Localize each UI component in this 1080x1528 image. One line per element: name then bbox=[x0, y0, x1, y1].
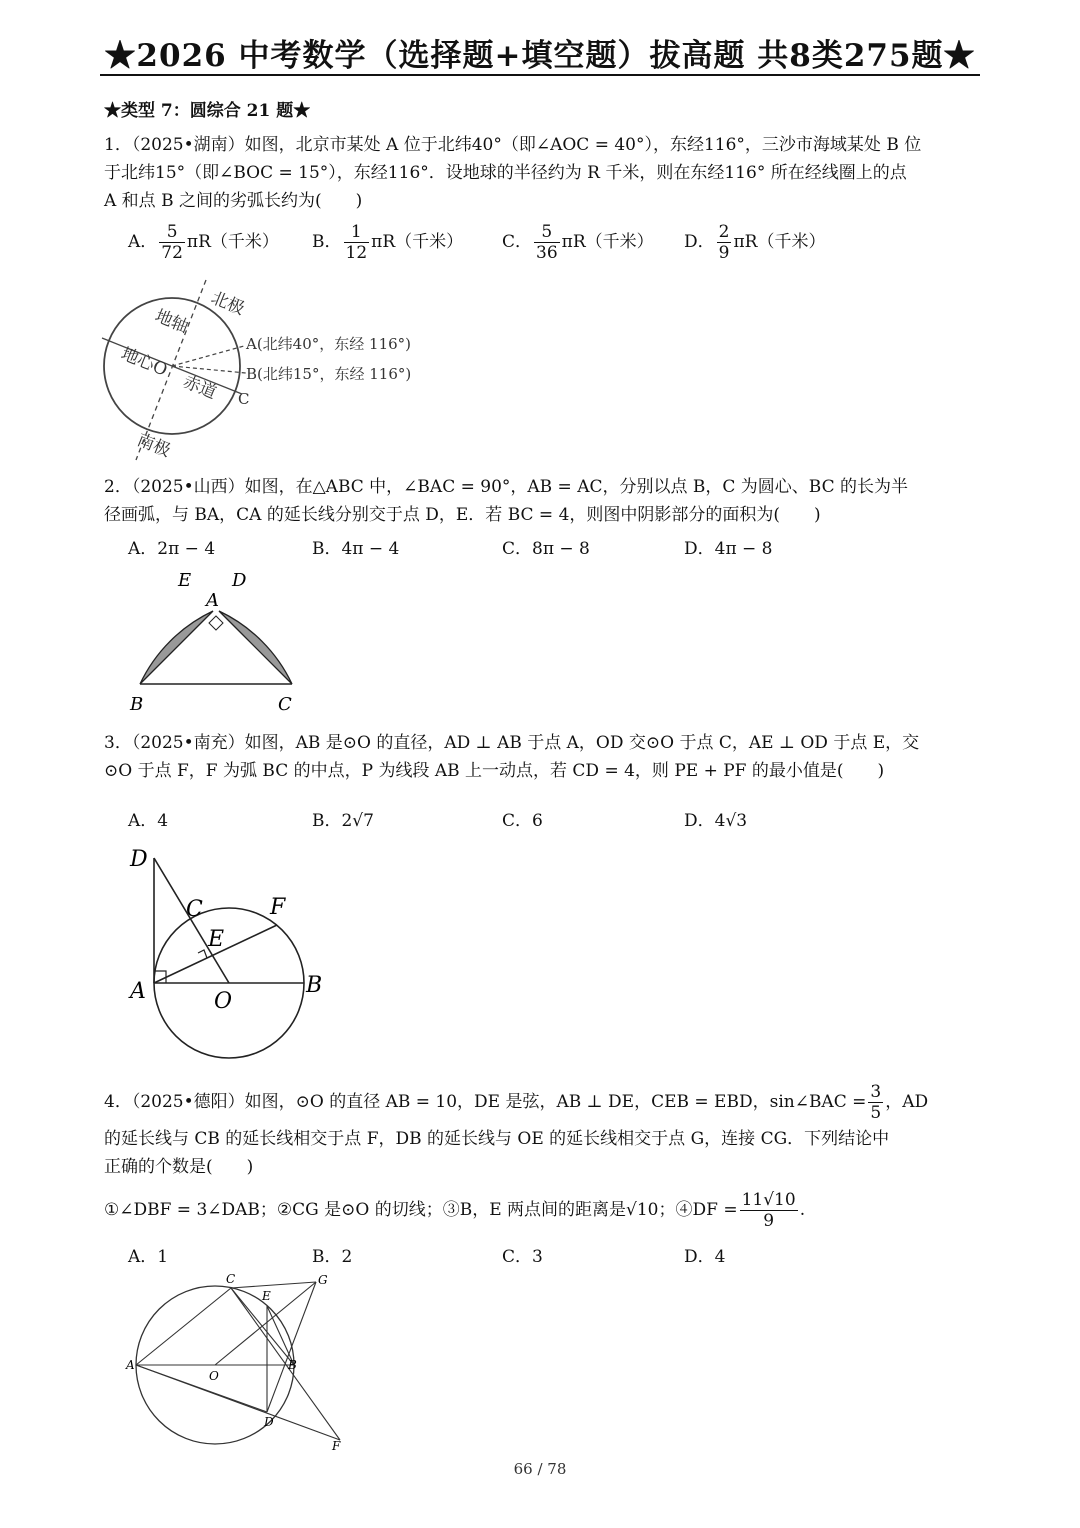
q4-label-e: E bbox=[262, 1289, 271, 1303]
q2-label-c: C bbox=[278, 694, 292, 715]
q1-option-b[interactable] bbox=[312, 222, 463, 263]
q1-label-center: 地心O bbox=[118, 344, 171, 381]
q1-option-d-den: 9 bbox=[718, 243, 730, 263]
q3-line-2: ⊙O 于点 F，F 为弧 BC 的中点，P 为线段 AB 上一动点，若 CD = 4，则 PE + PF 的最小值是( ) bbox=[104, 761, 885, 781]
q3-label-b: B bbox=[306, 973, 323, 998]
q3-label-c: C bbox=[186, 897, 203, 922]
q4-sin-den: 5 bbox=[870, 1103, 882, 1123]
q4-circle-figure bbox=[120, 1270, 360, 1458]
title-divider bbox=[100, 74, 980, 76]
page-number: 66 / 78 bbox=[513, 1460, 567, 1478]
q1-option-d-tail: πR（千米） bbox=[733, 232, 826, 252]
q1-option-b-tail: πR（千米） bbox=[371, 232, 464, 252]
q4-label-c: C bbox=[226, 1272, 236, 1286]
q1-globe-figure bbox=[100, 276, 440, 468]
q1-line-2: 于北纬15°（即∠BOC = 15°），东经116°．设地球的半径约为 R 千米，则在东经116° 所在经线圈上的点 bbox=[104, 163, 907, 183]
q4-conditions-text: ①∠DBF = 3∠DAB；②CG 是⊙O 的切线；③B，E 两点间的距离是√10；④DF = bbox=[104, 1200, 738, 1220]
q4-option-a[interactable]: A．1 bbox=[128, 1247, 169, 1267]
q2-triangle-figure bbox=[120, 566, 310, 716]
section-title: ★类型 7：圆综合 21 题★ bbox=[104, 101, 311, 121]
q3-label-a: A bbox=[130, 979, 146, 1004]
q3-option-d[interactable]: D．4√3 bbox=[684, 811, 748, 831]
q1-label-equator: 赤道 bbox=[180, 372, 220, 404]
q1-option-c-letter: C． bbox=[502, 232, 533, 252]
q4-label-d: D bbox=[264, 1415, 274, 1429]
q4-df-num: 11√10 bbox=[741, 1190, 796, 1210]
q4-line-2: 的延长线与 CB 的延长线相交于点 F，DB 的延长线与 OE 的延长线相交于点 G，连接 CG．下列结论中 bbox=[104, 1129, 890, 1149]
q3-label-o: O bbox=[214, 989, 233, 1014]
q1-option-c-den: 36 bbox=[536, 243, 558, 263]
q3-label-f: F bbox=[270, 895, 286, 920]
q4-line-1-tail: ，AD bbox=[885, 1092, 929, 1112]
q4-line-3: 正确的个数是( ) bbox=[104, 1157, 254, 1177]
q1-option-d[interactable] bbox=[684, 222, 825, 263]
q4-label-a: A bbox=[126, 1358, 135, 1372]
q4-option-b[interactable]: B．2 bbox=[312, 1247, 353, 1267]
q3-circle-figure bbox=[120, 840, 340, 1060]
q1-line-3: A 和点 B 之间的劣弧长约为( ) bbox=[104, 191, 363, 211]
q4-label-g: G bbox=[318, 1273, 328, 1287]
q1-option-b-num: 1 bbox=[344, 222, 370, 243]
q1-option-c-tail: πR（千米） bbox=[561, 232, 654, 252]
q1-label-b: B(北纬15°，东经 116°) bbox=[246, 365, 412, 383]
q2-option-d[interactable]: D．4π − 8 bbox=[684, 539, 773, 559]
q1-option-c-num: 5 bbox=[534, 222, 560, 243]
q1-option-d-letter: D． bbox=[684, 232, 715, 252]
q4-line-1 bbox=[104, 1082, 928, 1123]
q3-option-b[interactable]: B．2√7 bbox=[312, 811, 374, 831]
q4-option-c[interactable]: C．3 bbox=[502, 1247, 543, 1267]
q4-line-1-text: 4．（2025•德阳）如图，⊙O 的直径 AB = 10，DE 是弦，AB ⊥ DE，CEB = EBD，sin∠BAC = bbox=[104, 1092, 867, 1112]
q1-option-a-letter: A． bbox=[128, 232, 158, 252]
q1-option-a-num: 5 bbox=[159, 222, 185, 243]
q1-option-b-den: 12 bbox=[345, 243, 368, 263]
q3-label-d: D bbox=[130, 847, 148, 872]
q4-label-o: O bbox=[209, 1369, 219, 1383]
q1-label-south: 南极 bbox=[134, 430, 174, 462]
page-title: ★2026 中考数学（选择题+填空题）拔高题 共8类275题★ bbox=[104, 38, 976, 74]
q4-label-f: F bbox=[332, 1439, 341, 1453]
q4-label-b: B bbox=[288, 1358, 297, 1372]
q4-sin-num: 3 bbox=[870, 1082, 882, 1102]
q1-option-b-letter: B． bbox=[312, 232, 342, 252]
q4-option-d[interactable]: D．4 bbox=[684, 1247, 726, 1267]
q3-label-e: E bbox=[208, 927, 225, 952]
q3-line-1: 3．（2025•南充）如图，AB 是⊙O 的直径，AD ⊥ AB 于点 A，OD 交⊙O 于点 C，AE ⊥ OD 于点 E，交 bbox=[104, 733, 920, 753]
q4-df-den: 9 bbox=[763, 1211, 775, 1231]
q2-option-b[interactable]: B．4π − 4 bbox=[312, 539, 400, 559]
q2-label-d: D bbox=[232, 570, 247, 591]
q1-option-a[interactable] bbox=[128, 222, 279, 263]
q3-option-c[interactable]: C．6 bbox=[502, 811, 543, 831]
q3-option-a[interactable]: A．4 bbox=[128, 811, 169, 831]
q1-label-north: 北极 bbox=[208, 288, 248, 320]
q1-label-axis: 地轴 bbox=[152, 306, 192, 338]
q2-label-b: B bbox=[130, 694, 144, 715]
q2-option-a[interactable]: A．2π − 4 bbox=[128, 539, 216, 559]
q2-label-e: E bbox=[178, 570, 192, 591]
q1-line-1: 1．（2025•湖南）如图，北京市某处 A 位于北纬40°（即∠AOC = 40°），东经116°，三沙市海域某处 B 位 bbox=[104, 135, 922, 155]
q1-option-a-den: 72 bbox=[161, 243, 183, 263]
q2-line-1: 2．（2025•山西）如图，在△ABC 中，∠BAC = 90°，AB = AC，分别以点 B，C 为圆心、BC 的长为半 bbox=[104, 477, 909, 497]
q2-line-2: 径画弧，与 BA，CA 的延长线分别交于点 D，E．若 BC = 4，则图中阴影部分的面积为( ) bbox=[104, 505, 821, 525]
q1-label-a: A(北纬40°，东经 116°) bbox=[246, 335, 412, 353]
q4-conditions-tail: . bbox=[799, 1200, 806, 1220]
q1-option-c[interactable] bbox=[502, 222, 654, 263]
q1-label-c: C bbox=[238, 390, 250, 408]
q2-option-c[interactable]: C．8π − 8 bbox=[502, 539, 590, 559]
q4-conditions bbox=[104, 1190, 805, 1231]
q1-option-d-num: 2 bbox=[718, 222, 730, 242]
q2-label-a: A bbox=[206, 590, 219, 611]
q1-option-a-tail: πR（千米） bbox=[186, 232, 279, 252]
